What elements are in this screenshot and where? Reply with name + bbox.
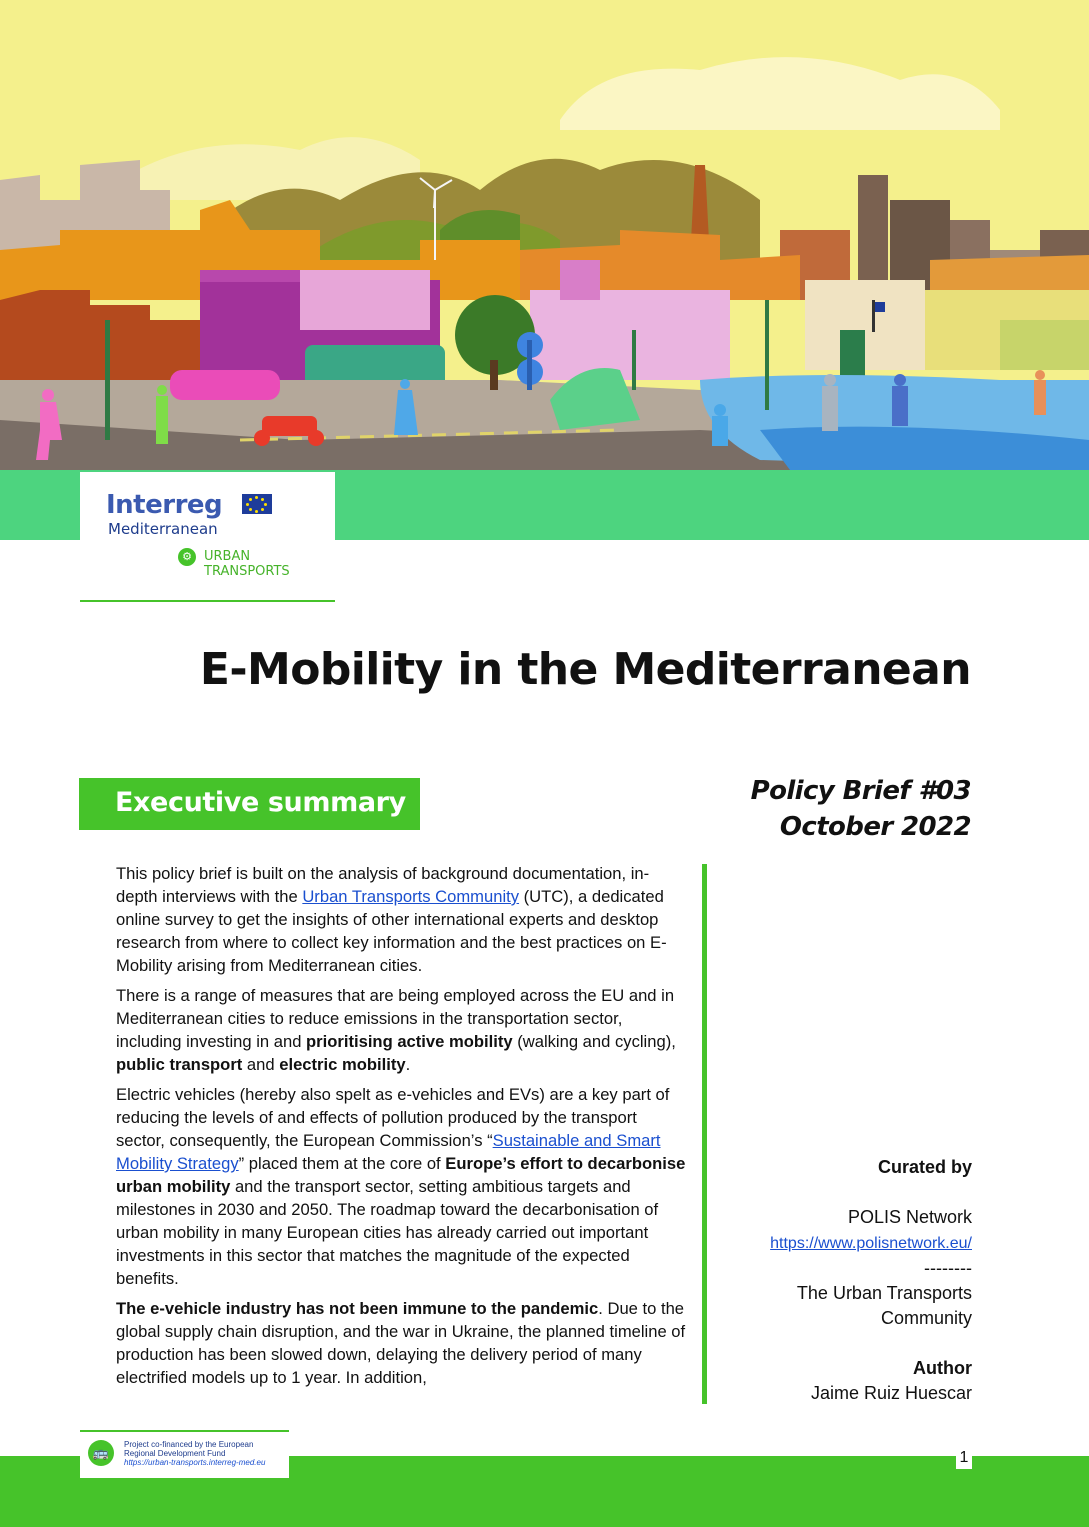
- urban-transports-icon: ⚙: [178, 548, 196, 566]
- page-title: E-Mobility in the Mediterranean: [199, 644, 971, 695]
- logo-divider: [80, 600, 335, 602]
- interreg-logo: [80, 472, 335, 600]
- interreg-brand: Interreg: [106, 490, 223, 520]
- credits-separator: --------: [924, 1258, 972, 1278]
- executive-summary-body: [116, 862, 686, 1396]
- author-label: Author: [913, 1358, 972, 1378]
- paragraph-4: The e-vehicle industry has not been immune to the pandemic. Due to the global supply chain disruption, and the war in Ukraine, the planned timeline of production has been slowed down, delaying the delivery period of many electrified models up to 1 year. In addition,: [116, 1299, 686, 1387]
- project-url-link[interactable]: https://urban-transports.interreg-med.eu: [124, 1458, 266, 1467]
- credits-panel: [712, 1155, 972, 1406]
- executive-summary-banner: [79, 778, 420, 830]
- policy-brief-info: [751, 773, 971, 845]
- cofinance-text: Project co-financed by the European Regional Development Fund https://urban-transports.interreg-med.eu: [124, 1440, 266, 1467]
- bus-icon: 🚌: [88, 1440, 114, 1466]
- paragraph-2: There is a range of measures that are being employed across the EU and in Mediterranean cities to reduce emissions in the transportation sector, including investing in and prioritising active mobility (walking and cycling), public transport and electric mobility.: [116, 986, 676, 1074]
- polis-network-link[interactable]: https://www.polisnetwork.eu/: [770, 1235, 972, 1252]
- executive-summary-heading: Executive summary: [115, 787, 406, 818]
- urban-transports-label: URBAN TRANSPORTS: [204, 549, 290, 579]
- utc-link[interactable]: Urban Transports Community: [302, 887, 520, 906]
- author-name: Jaime Ruiz Huescar: [810, 1383, 972, 1403]
- eu-flag-icon: [242, 494, 272, 514]
- community-name-line2: Community: [880, 1308, 972, 1328]
- footer-cofinance-logo: [80, 1430, 289, 1478]
- paragraph-3: Electric vehicles (hereby also spelt as e-vehicles and EVs) are a key part of reducing the levels of and effects of pollution produced by the transport sector, consequently, the European Commission’s “Sustainable and Smart Mobility Strategy” placed them at the core of Europe’s effort to decarbonise urban mobility and the transport sector, setting ambitious targets and milestones in 2030 and 2050. The roadmap toward the decarbonisation of urban mobility in many European cities has already carried out important investments in this sector that matches the magnitude of the expected benefits.: [116, 1085, 686, 1288]
- paragraph-1: This policy brief is built on the analysis of background documentation, in-depth interviews with the Urban Transports Community (UTC), a dedicated online survey to get the insights of other international experts and desktop research from where to collect key information and the best practices on E-Mobility arising from Mediterranean cities.: [116, 864, 667, 975]
- policy-brief-number: Policy Brief #03: [750, 776, 971, 806]
- community-name-line1: The Urban Transports: [796, 1283, 972, 1303]
- policy-brief-date: October 2022: [779, 812, 971, 842]
- page-number: 1: [956, 1447, 972, 1469]
- polis-network-name: POLIS Network: [847, 1207, 972, 1227]
- mediterranean-label: Mediterranean: [108, 520, 218, 538]
- curated-by-label: Curated by: [877, 1157, 972, 1177]
- strategy-link[interactable]: Sustainable and Smart Mobility Strategy: [116, 1131, 661, 1173]
- column-divider: [702, 864, 707, 1404]
- hero-illustration: [0, 0, 1089, 540]
